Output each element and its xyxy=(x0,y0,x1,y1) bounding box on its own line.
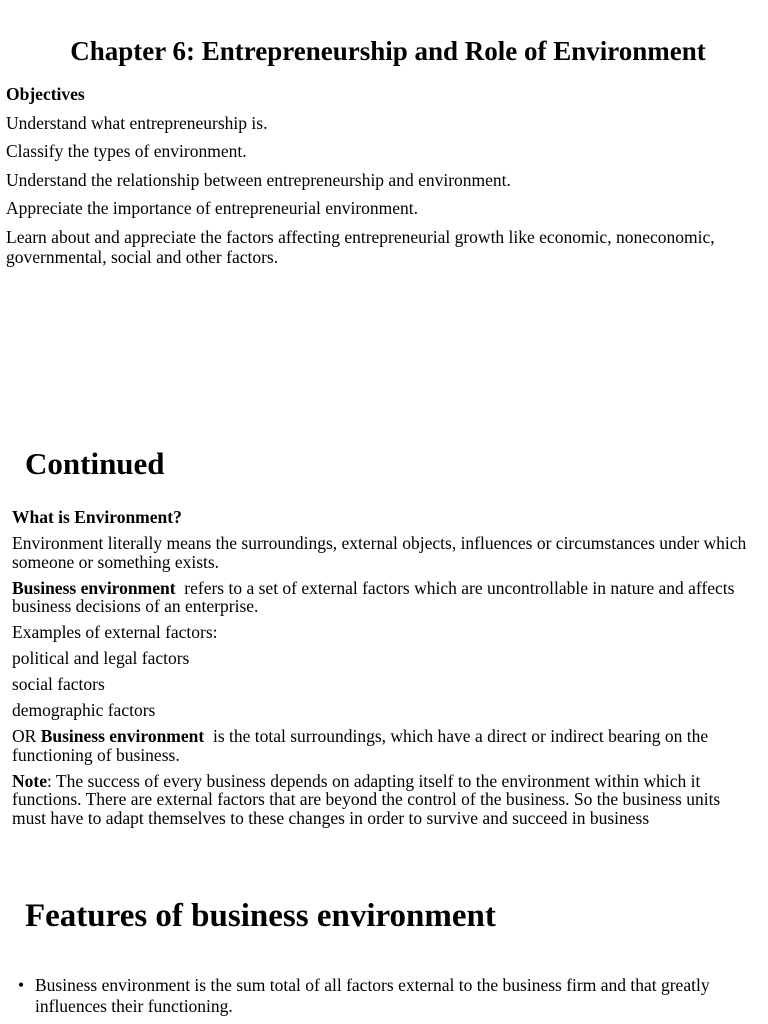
alternate-term: Business environment xyxy=(40,726,205,746)
note-term: Note xyxy=(12,770,47,791)
objective-item: Understand what entrepreneurship is. xyxy=(6,112,268,133)
example-item: demographic factors xyxy=(12,700,156,720)
objectives-heading: Objectives xyxy=(6,84,85,104)
example-item: political and legal factors xyxy=(12,648,190,668)
list-item xyxy=(18,975,753,1017)
examples-heading: Examples of external factors: xyxy=(12,622,218,642)
objective-item: Classify the types of environment. xyxy=(6,141,247,161)
environment-question: What is Environment? xyxy=(12,507,182,527)
continued-title: Continued xyxy=(25,446,165,481)
environment-section xyxy=(12,508,758,835)
note-paragraph xyxy=(12,772,758,828)
environment-definition: Environment literally means the surroundings, external objects, influences or circumstances under which someone or something exists. xyxy=(12,533,747,572)
note-text: : The success of every business depends on adapting itself to the environment within which it functions. There are external factors that are beyond the control of the business. So the business units must have to adapt themselves to these changes in order to survive and succeed in business xyxy=(12,770,721,828)
objective-item: Understand the relationship between entrepreneurship and environment. xyxy=(6,169,511,190)
business-environment-definition xyxy=(12,579,758,616)
alternate-definition xyxy=(12,727,758,764)
objective-item: Appreciate the importance of entrepreneurial environment. xyxy=(6,198,419,218)
alternate-text: is the total surroundings, which have a direct or indirect bearing on the functioning of business. xyxy=(12,726,713,765)
features-title: Features of business environment xyxy=(25,898,496,934)
business-environment-text: refers to a set of external factors which are uncontrollable in nature and affects business decisions of an enterprise. xyxy=(12,577,739,616)
example-item: social factors xyxy=(12,674,105,694)
features-list xyxy=(18,975,753,1017)
chapter-title: Chapter 6: Entrepreneurship and Role of Environment xyxy=(70,36,706,66)
or-prefix: OR xyxy=(12,726,41,746)
business-environment-term: Business environment xyxy=(12,577,176,598)
objectives-section xyxy=(6,84,746,275)
objective-item: Learn about and appreciate the factors affecting entrepreneurial growth like economic, noneconomic, governmental, social and other factors. xyxy=(6,226,715,267)
bullet-icon: • xyxy=(18,975,25,995)
feature-text: Business environment is the sum total of all factors external to the business firm and that greatly influences their functioning. xyxy=(35,975,710,1016)
